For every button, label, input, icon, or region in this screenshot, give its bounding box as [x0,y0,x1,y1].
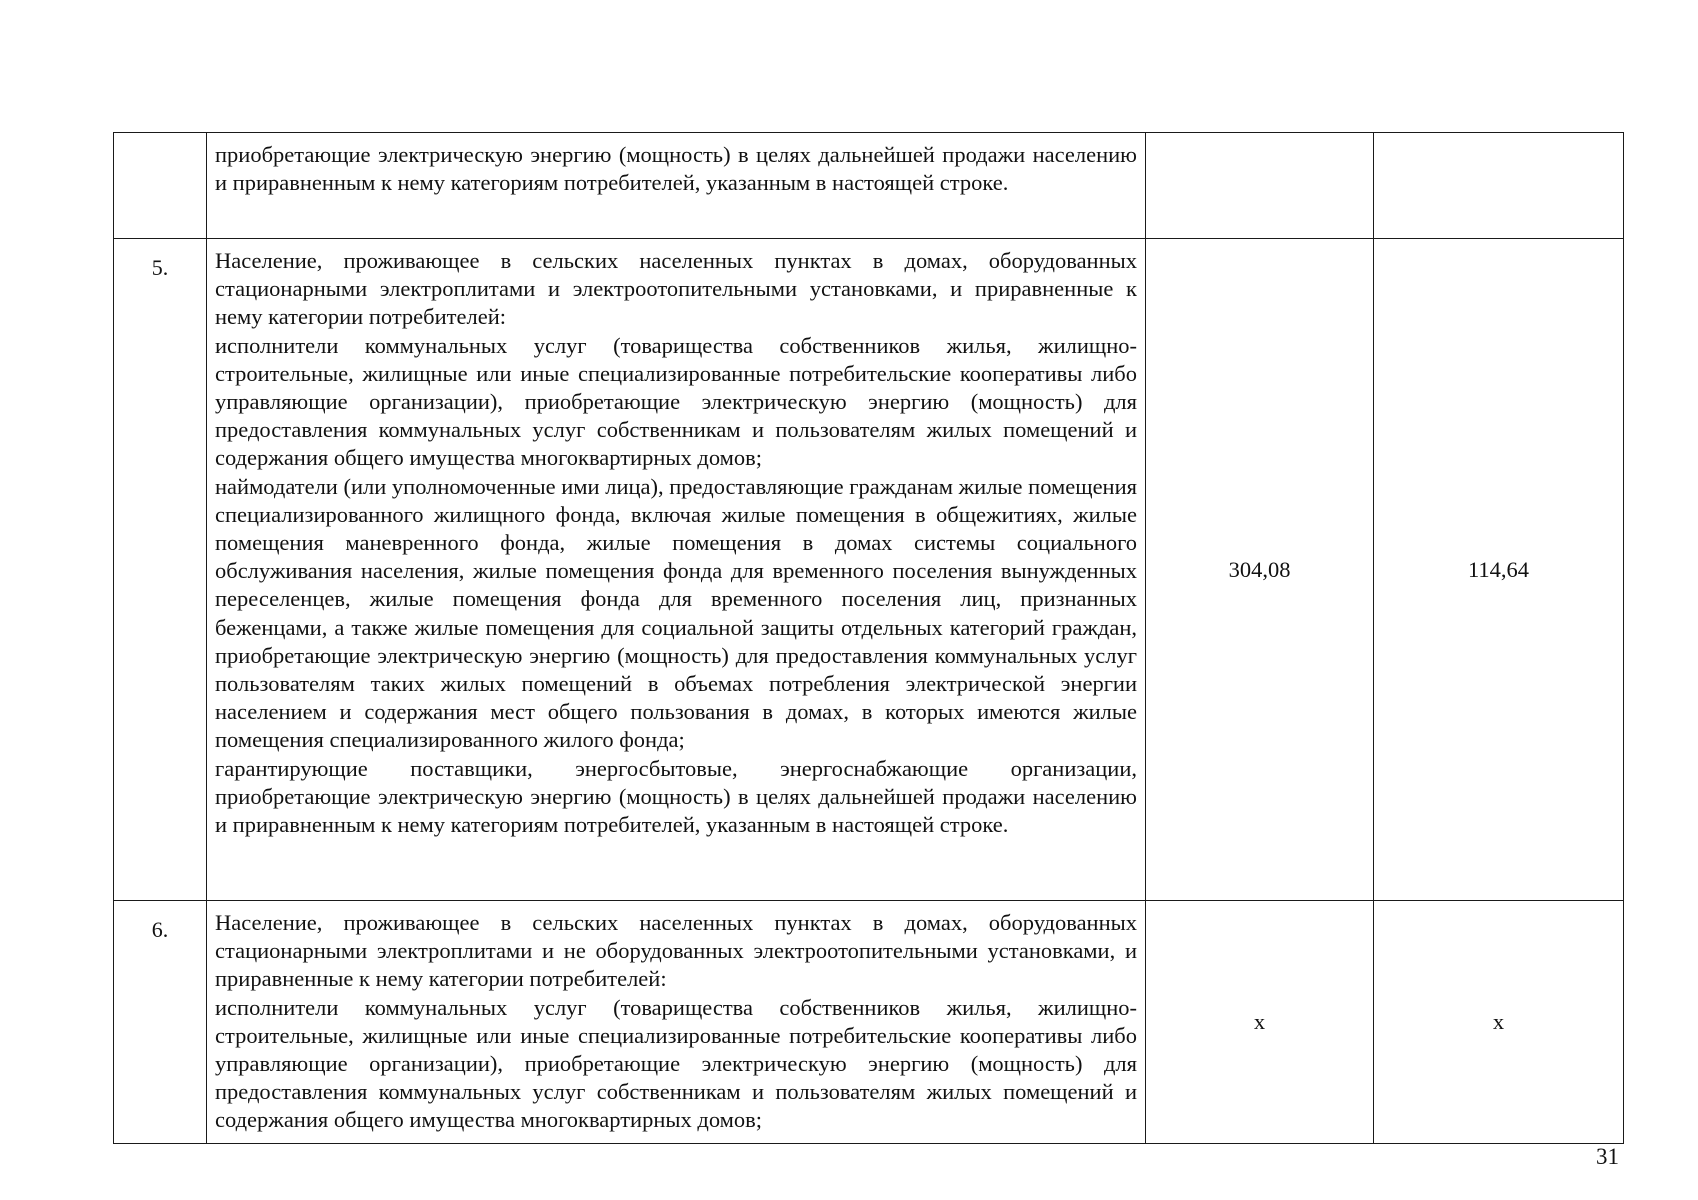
value-cell-1: 304,08 [1146,239,1374,901]
description-paragraph: гарантирующие поставщики, энергосбытовые, энергоснабжающие организации, приобретающие электрическую энергию (мощность) в целях дальнейшей продажи населению и приравненным к нему категориям потребителей, указанным в настоящей строке. [215,755,1137,838]
table-row-5 [114,239,1624,901]
description-paragraph: приобретающие электрическую энергию (мощность) в целях дальнейшей продажи населению и приравненным к нему категориям потребителей, указанным в настоящей строке. [215,142,1137,196]
description-paragraph: Население, проживающее в сельских населенных пунктах в домах, оборудованных стационарными электроплитами и электроотопительными установками, и приравненные к нему категории потребителей: [215,248,1137,330]
page-number: 31 [1596,1144,1619,1169]
tariff-table [113,132,1624,1144]
description-paragraph: исполнители коммунальных услуг (товарищества собственников жилья, жилищно-строительные, жилищные или иные специализированные потребительские кооперативы либо управляющие организации), приобретающие электрическую энергию (мощность) для предоставления коммунальных услуг собственникам и пользователям жилых помещений и содержания общего имущества многоквартирных домов; [215,332,1137,471]
value-cell-2: 114,64 [1374,239,1624,901]
table-row-6 [114,901,1624,1144]
row-number-cell [114,133,207,239]
row-number-cell: 6. [114,901,207,1144]
row-number-cell: 5. [114,239,207,901]
value-cell-2 [1374,133,1624,239]
description-paragraph: наймодатели (или уполномоченные ими лица), предоставляющие гражданам жилые помещения специализированного жилищного фонда, включая жилые помещения в общежитиях, жилые помещения маневренного фонда, жилые помещения в домах системы социального обслуживания населения, жилые помещения фонда для временного поселения вынужденных переселенцев, жилые помещения фонда для временного поселения лиц, признанных беженцами, а также жилые помещения для социальной защиты отдельных категорий граждан, приобретающие электрическую энергию (мощность) для предоставления коммунальных услуг пользователям таких жилых помещений в объемах потребления электрической энергии населением и содержания мест общего пользования в домах, в которых имеются жилые помещения специализированного жилого фонда; [215,473,1137,753]
row-description-cell [207,133,1146,239]
description-paragraph: исполнители коммунальных услуг (товарищества собственников жилья, жилищно-строительные, жилищные или иные специализированные потребительские кооперативы либо управляющие организации), приобретающие электрическую энергию (мощность) для предоставления коммунальных услуг собственникам и пользователям жилых помещений и содержания общего имущества многоквартирных домов; [215,994,1137,1133]
row-description-cell [207,901,1146,1144]
row-description-cell [207,239,1146,901]
description-paragraph: Население, проживающее в сельских населенных пунктах в домах, оборудованных стационарными электроплитами и не оборудованных электроотопительными установками, и приравненные к нему категории потребителей: [215,910,1137,992]
table-row-continuation [114,133,1624,239]
value-cell-1: x [1146,901,1374,1144]
value-cell-1 [1146,133,1374,239]
value-cell-2: x [1374,901,1624,1144]
